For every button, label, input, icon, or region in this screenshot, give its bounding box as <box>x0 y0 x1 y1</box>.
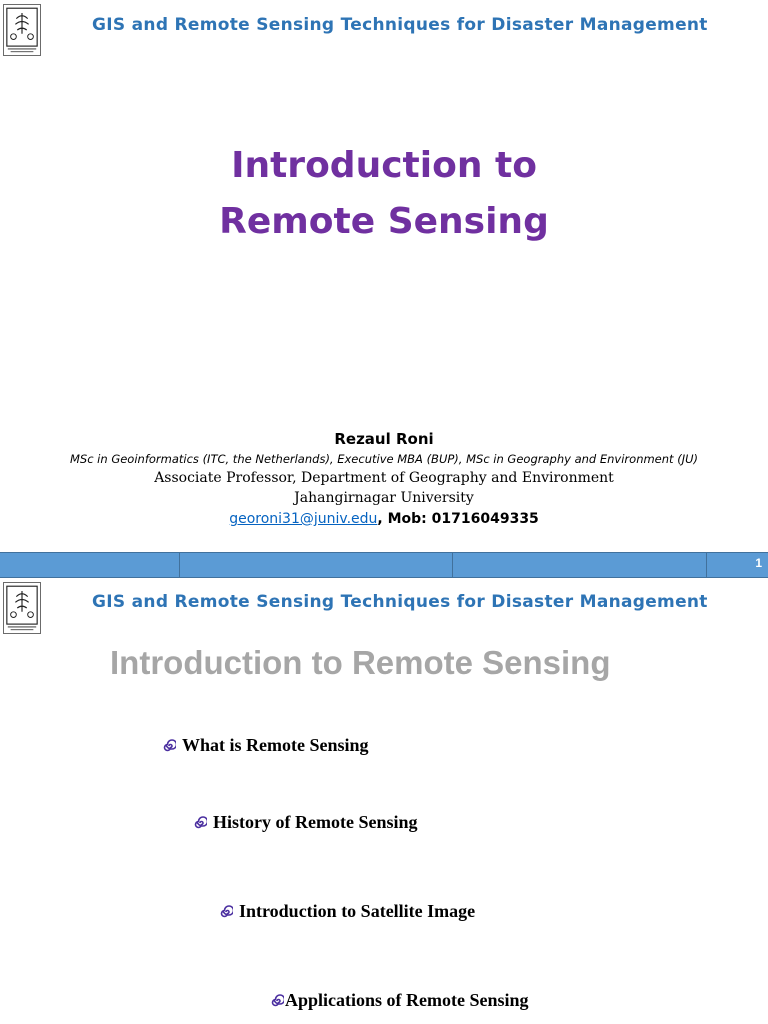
list-item-label: Introduction to Satellite Image <box>239 901 476 921</box>
spiral-bullet-icon <box>162 739 176 753</box>
spiral-bullet-icon <box>219 905 233 919</box>
list-item <box>219 901 475 922</box>
page-title <box>0 138 768 250</box>
slide-number: 1 <box>755 556 762 570</box>
footer-divider <box>452 553 453 577</box>
footer-divider <box>179 553 180 577</box>
list-item <box>270 990 529 1011</box>
university-seal-icon <box>3 4 41 56</box>
list-item <box>162 735 369 756</box>
author-university: Jahangirnagar University <box>294 490 474 506</box>
author-position: Associate Professor, Department of Geography and Environment <box>154 470 614 486</box>
footer-bar <box>0 552 768 578</box>
spiral-bullet-icon <box>193 816 207 830</box>
author-contact <box>0 508 768 530</box>
email-link[interactable]: georoni31@juniv.edu <box>229 511 378 527</box>
list-item-label: What is Remote Sensing <box>182 735 369 755</box>
mobile-number: , Mob: 01716049335 <box>377 511 539 527</box>
contents-title: Introduction to Remote Sensing <box>110 644 611 681</box>
header-title: GIS and Remote Sensing Techniques for Disaster Management <box>92 592 708 612</box>
author-name: Rezaul Roni <box>334 430 434 448</box>
footer-divider <box>706 553 707 577</box>
header-title: GIS and Remote Sensing Techniques for Disaster Management <box>92 15 708 35</box>
author-block <box>0 428 768 530</box>
title-line-1: Introduction to <box>231 145 537 186</box>
list-item-label: History of Remote Sensing <box>213 812 418 832</box>
author-degrees: MSc in Geoinformatics (ITC, the Netherlands), Executive MBA (BUP), MSc in Geography and Environment (JU) <box>69 452 698 466</box>
list-item-label: Applications of Remote Sensing <box>285 990 529 1010</box>
university-seal-icon <box>3 582 41 634</box>
contents-slide <box>0 578 768 1024</box>
title-line-2: Remote Sensing <box>219 201 549 242</box>
spiral-bullet-icon <box>270 994 284 1008</box>
list-item <box>193 812 417 833</box>
